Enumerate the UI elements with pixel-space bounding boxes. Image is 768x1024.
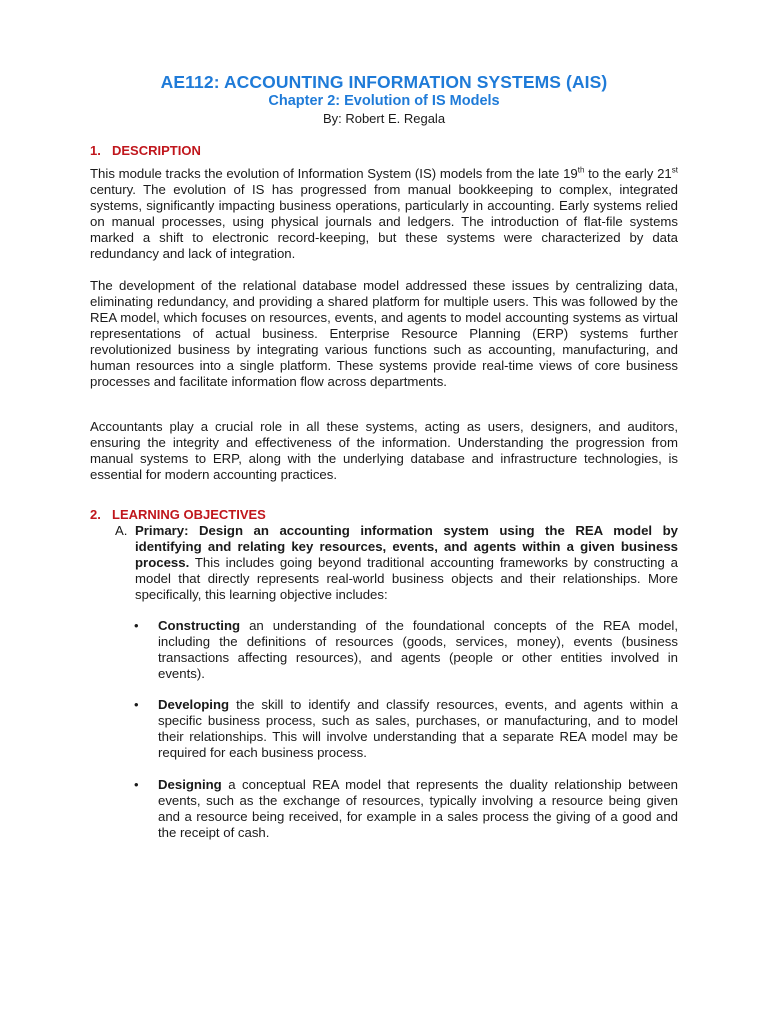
author-line: By: Robert E. Regala [322, 111, 446, 126]
section-number: 2. [90, 507, 101, 522]
bullet-bold: Designing [158, 777, 222, 792]
chapter-subtitle: Chapter 2: Evolution of IS Models [268, 93, 500, 109]
text-run: to the early 21 [584, 166, 672, 181]
bullet-text: an understanding of the foundational concepts of the REA model, including the definitions of resources (goods, services, money), events (business transactions affecting resources), and agents (people or other entities involved in events). [158, 618, 678, 681]
objective-text: This includes going beyond traditional accounting frameworks by constructing a model that directly represents real-world business objects and their relationships. More specifically, this learning objective includes: [135, 555, 678, 602]
section-title: LEARNING OBJECTIVES [112, 507, 266, 522]
text-run: century. The evolution of IS has progressed from manual bookkeeping to complex, integrated systems, significantly impacting business operations, particularly in accounting. Early systems relied on manual processes, using physical journals and ledgers. The introduction of flat-file systems marked a shift to electronic record-keeping, but these systems were characterized by data redundancy and lack of integration. [90, 182, 678, 261]
bullet-item [134, 697, 678, 761]
objective-body [135, 523, 678, 603]
section-heading-objectives [90, 507, 266, 522]
description-paragraph-1 [90, 166, 678, 262]
section-heading-description [90, 143, 201, 158]
section-title: DESCRIPTION [112, 143, 201, 158]
superscript: th [577, 165, 585, 175]
superscript: st [671, 165, 678, 175]
document-title: AE112: ACCOUNTING INFORMATION SYSTEMS (AIS) [160, 72, 608, 92]
bullet-icon: • [134, 777, 139, 792]
text-run: This module tracks the evolution of Information System (IS) models from the late 19 [90, 166, 578, 181]
bullet-bold: Constructing [158, 618, 241, 633]
bullet-body [158, 777, 678, 841]
bullet-item [134, 777, 678, 841]
objective-a [115, 523, 678, 603]
bullet-icon: • [134, 697, 139, 712]
objective-letter: A. [115, 523, 128, 538]
section-number: 1. [90, 143, 101, 158]
bullet-text: a conceptual REA model that represents the duality relationship between events, such as the exchange of resources, typically involving a resource being given and a resource being received, for example in a sales process the giving of a good and the receipt of cash. [158, 777, 678, 840]
bullet-item [134, 618, 678, 682]
description-paragraph-2: The development of the relational database model addressed these issues by centralizing data, eliminating redundancy, and providing a shared platform for multiple users. This was followed by the REA model, which focuses on resources, events, and agents to model accounting systems as virtual representations of actual business. Enterprise Resource Planning (ERP) systems further revolutionized business by integrating various functions such as accounting, manufacturing, and human resources into a single platform. These systems provide real-time views of core business processes and facilitate information flow across departments. [90, 278, 678, 389]
description-paragraph-3: Accountants play a crucial role in all these systems, acting as users, designers, and auditors, ensuring the integrity and effectiveness of the information. Understanding the progression from manual systems to ERP, along with the underlying database and infrastructure technologies, is essential for modern accounting practices. [90, 419, 678, 482]
bullet-icon: • [134, 618, 139, 633]
bullet-bold: Developing [158, 697, 230, 712]
bullet-body [158, 697, 678, 761]
bullet-text: the skill to identify and classify resources, events, and agents within a specific business process, such as sales, purchases, or manufacturing, and to model their relationships. This will involve understanding that a separate REA model may be required for each business process. [158, 697, 678, 760]
bullet-body [158, 618, 678, 682]
objective-bold: Primary: Design an accounting information system using the REA model by identifying and relating key resources, events, and agents within a given business process. [135, 523, 678, 570]
